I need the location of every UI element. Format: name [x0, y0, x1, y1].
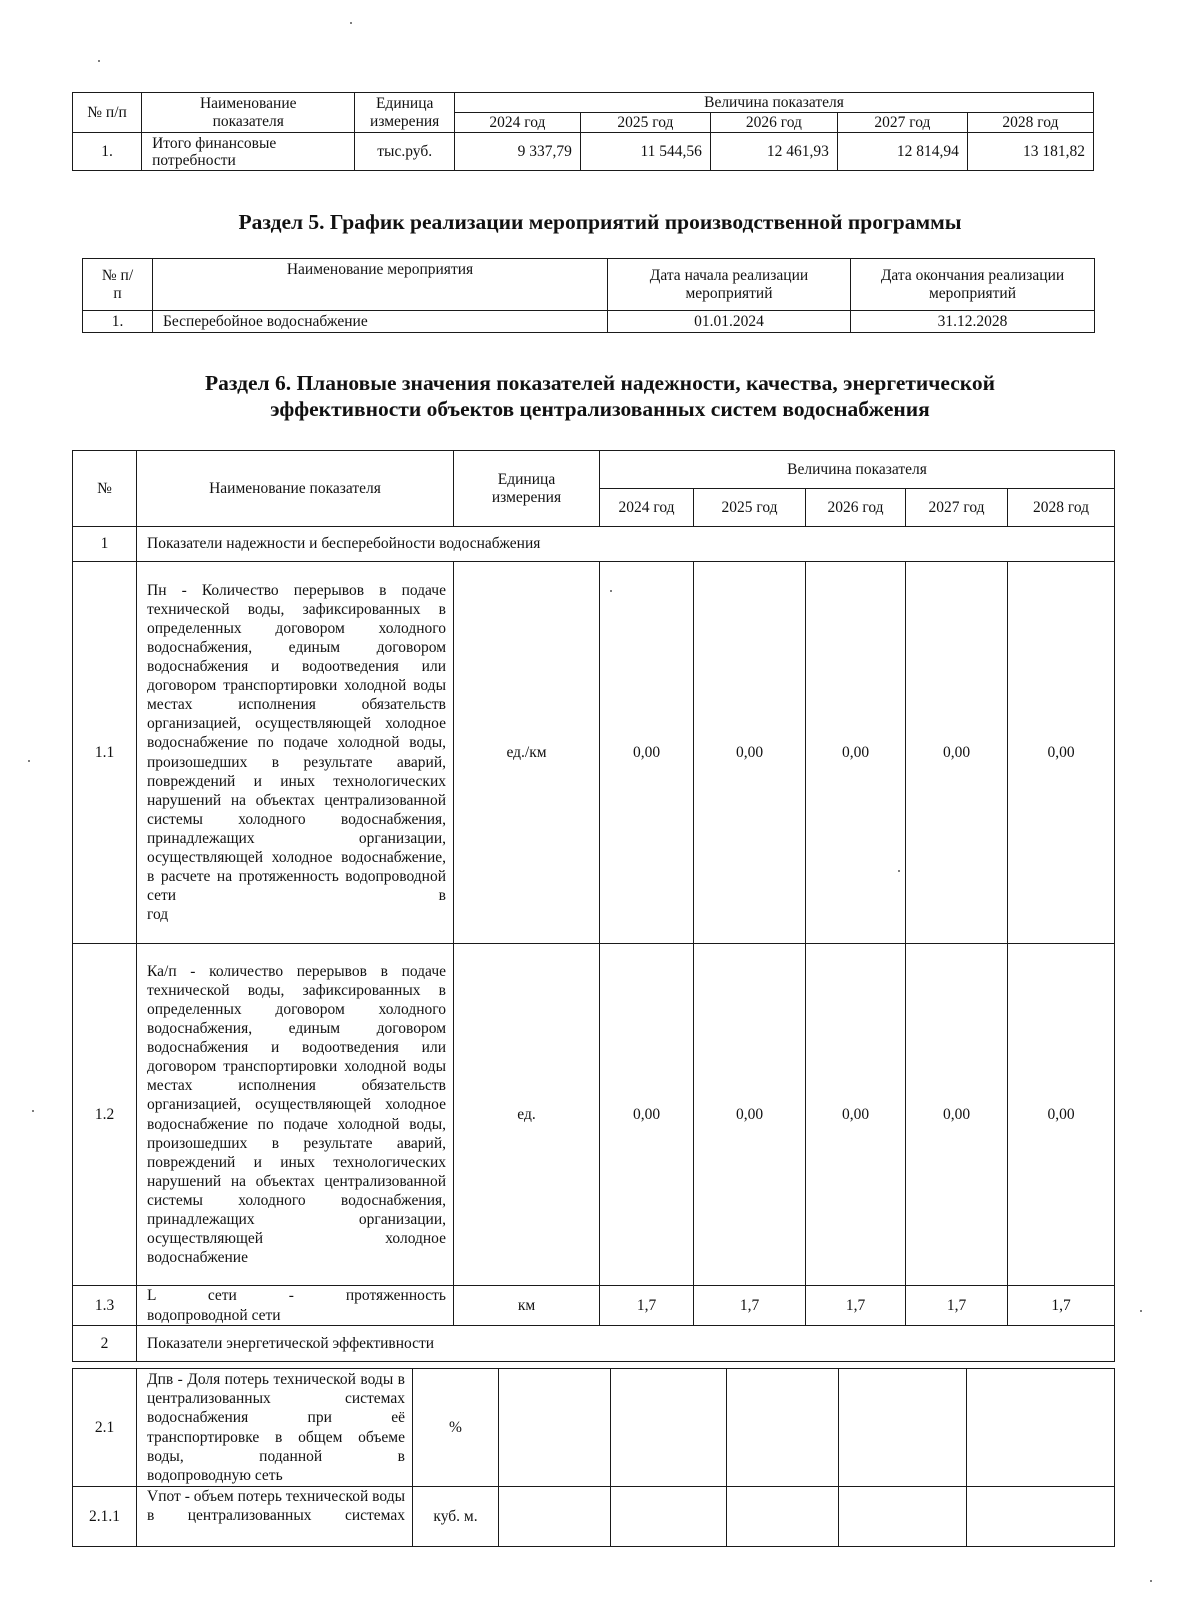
- row-end-date: 31.12.2028: [851, 311, 1095, 333]
- year-2027: 2027 год: [837, 113, 967, 133]
- table-row: [73, 133, 1094, 171]
- description-text-last: год: [147, 906, 169, 924]
- section6-title-line2: эффективности объектов централизованных систем водоснабжения: [270, 397, 930, 421]
- group-num: 2: [73, 1326, 137, 1362]
- row-unit: %: [413, 1369, 499, 1487]
- value-cell: [499, 1487, 611, 1547]
- row-unit: ед./км: [454, 562, 600, 944]
- value-cell: [727, 1487, 839, 1547]
- value-cell: [839, 1487, 967, 1547]
- row-description: [137, 944, 454, 1286]
- value-cell: [839, 1369, 967, 1487]
- header-value: Величина показателя: [600, 451, 1115, 489]
- row-description: [137, 1286, 454, 1326]
- value-2025: 0,00: [694, 944, 806, 1286]
- value-2026: 1,7: [806, 1286, 906, 1326]
- value-2028: 1,7: [1008, 1286, 1115, 1326]
- value-2028: 0,00: [1008, 562, 1115, 944]
- section5-table: [82, 258, 1095, 333]
- year-2025: 2025 год: [694, 489, 806, 527]
- year-2027: 2027 год: [906, 489, 1008, 527]
- table-row: [83, 311, 1095, 333]
- section6-table-continued: [72, 1368, 1115, 1547]
- header-name: Наименование показателя: [142, 93, 355, 133]
- row-description: [137, 1487, 413, 1547]
- header-start-date: Дата начала реализации мероприятий: [608, 259, 851, 311]
- year-2026: 2026 год: [710, 113, 837, 133]
- value-2027: 0,00: [906, 562, 1008, 944]
- value-2025: 11 544,56: [580, 133, 710, 171]
- group-row: [73, 1326, 1115, 1362]
- row-num: 1.1: [73, 562, 137, 944]
- row-description: [137, 562, 454, 944]
- header-num: № п/п: [73, 93, 142, 133]
- value-2027: 0,00: [906, 944, 1008, 1286]
- description-text-last: водопроводной сети: [147, 1306, 281, 1324]
- value-2024: 1,7: [600, 1286, 694, 1326]
- group-label: Показатели надежности и бесперебойности водоснабжения: [137, 527, 1115, 562]
- description-text: Ка/п - количество перерывов в подаче технической воды, зафиксированных в определенных договором холодного водоснабжения, единым договором водоснабжения и водоотведения или договором транспортировки холодной воды местах исполнения обязательств организацией, осуществляющей холодное водоснабжение по подаче холодной воды, произошедших в результате аварий, повреждений и иных технологических нарушений на объектах централизованной системы холодного водоснабжения, принадлежащих организации, осуществляющей холодное: [147, 962, 446, 1248]
- value-2027: 12 814,94: [837, 133, 967, 171]
- value-2026: 0,00: [806, 562, 906, 944]
- row-description: [137, 1369, 413, 1487]
- value-cell: [499, 1369, 611, 1487]
- header-end-date: Дата окончания реализации мероприятий: [851, 259, 1095, 311]
- header-name: Наименование мероприятия: [153, 259, 608, 311]
- description-text: L сети - протяженность: [147, 1287, 446, 1305]
- scan-speck: [350, 22, 352, 24]
- value-cell: [967, 1369, 1115, 1487]
- header-num: №: [73, 451, 137, 527]
- table-row: [73, 944, 1115, 1286]
- row-num: 1.: [83, 311, 153, 333]
- row-unit: ед.: [454, 944, 600, 1286]
- row-num: 2.1: [73, 1369, 137, 1487]
- table-row: [73, 562, 1115, 944]
- description-text: Дпв - Доля потерь технической воды в централизованных системах водоснабжения при её транспортировке в общем объеме воды, поданной в: [147, 1371, 405, 1465]
- year-2026: 2026 год: [806, 489, 906, 527]
- section6-table: [72, 450, 1115, 1362]
- year-2028: 2028 год: [967, 113, 1093, 133]
- financial-table: [72, 92, 1094, 171]
- value-2026: 0,00: [806, 944, 906, 1286]
- table-row: [73, 1369, 1115, 1487]
- value-2025: 1,7: [694, 1286, 806, 1326]
- row-unit: км: [454, 1286, 600, 1326]
- row-num: 1.2: [73, 944, 137, 1286]
- header-value: Величина показателя: [454, 93, 1093, 113]
- row-unit: тыс.руб.: [355, 133, 455, 171]
- value-2028: 0,00: [1008, 944, 1115, 1286]
- header-unit: Единица измерения: [355, 93, 455, 133]
- value-cell: [611, 1487, 727, 1547]
- value-2028: 13 181,82: [967, 133, 1093, 171]
- year-2024: 2024 год: [454, 113, 580, 133]
- row-name: Итого финансовые потребности: [142, 133, 355, 171]
- group-num: 1: [73, 527, 137, 562]
- header-unit: Единица измерения: [454, 451, 600, 527]
- row-num: 1.3: [73, 1286, 137, 1326]
- value-cell: [727, 1369, 839, 1487]
- year-2025: 2025 год: [580, 113, 710, 133]
- group-row: [73, 527, 1115, 562]
- value-2024: 9 337,79: [454, 133, 580, 171]
- header-name: Наименование показателя: [137, 451, 454, 527]
- row-start-date: 01.01.2024: [608, 311, 851, 333]
- section6-title-line1: Раздел 6. Плановые значения показателей надежности, качества, энергетической: [204, 371, 996, 395]
- scan-speck: [1150, 1580, 1152, 1582]
- header-num: № п/п: [83, 259, 153, 311]
- row-name: Бесперебойное водоснабжение: [153, 311, 608, 333]
- table-row: [73, 1286, 1115, 1326]
- value-2025: 0,00: [694, 562, 806, 944]
- year-2028: 2028 год: [1008, 489, 1115, 527]
- value-2024: 0,00: [600, 562, 694, 944]
- value-2026: 12 461,93: [710, 133, 837, 171]
- scan-speck: [98, 60, 100, 62]
- description-text-last: водоснабжение: [147, 1249, 248, 1267]
- value-2024: 0,00: [600, 944, 694, 1286]
- description-text: Vпот - объем потерь технической воды в централизованных системах: [147, 1488, 405, 1525]
- scan-speck: [898, 870, 900, 872]
- scan-speck: [610, 590, 612, 592]
- scan-speck: [32, 1110, 34, 1112]
- value-cell: [967, 1487, 1115, 1547]
- row-unit: куб. м.: [413, 1487, 499, 1547]
- row-num: 2.1.1: [73, 1487, 137, 1547]
- value-2027: 1,7: [906, 1286, 1008, 1326]
- scan-speck: [28, 760, 30, 762]
- description-text-last: водопроводную сеть: [147, 1466, 283, 1484]
- scan-speck: [1140, 1310, 1142, 1312]
- description-text: Пн - Количество перерывов в подаче технической воды, зафиксированных в определенных договором холодного водоснабжения, единым договором водоснабжения и водоотведения или договором транспортировки холодной воды местах исполнения обязательств организацией, осуществляющей холодное водоснабжение по подаче холодной воды, произошедших в результате аварий, повреждений и иных технологических нарушений на объектах централизованной системы холодного водоснабжения, принадлежащих организации, осуществляющей холодное водоснабжение, в расчете на протяженность водопроводной сети в: [147, 581, 446, 905]
- group-label: Показатели энергетической эффективности: [137, 1326, 1115, 1362]
- row-num: 1.: [73, 133, 142, 171]
- value-cell: [611, 1369, 727, 1487]
- table-row: [73, 1487, 1115, 1547]
- section5-title: Раздел 5. График реализации мероприятий производственной программы: [238, 210, 962, 234]
- year-2024: 2024 год: [600, 489, 694, 527]
